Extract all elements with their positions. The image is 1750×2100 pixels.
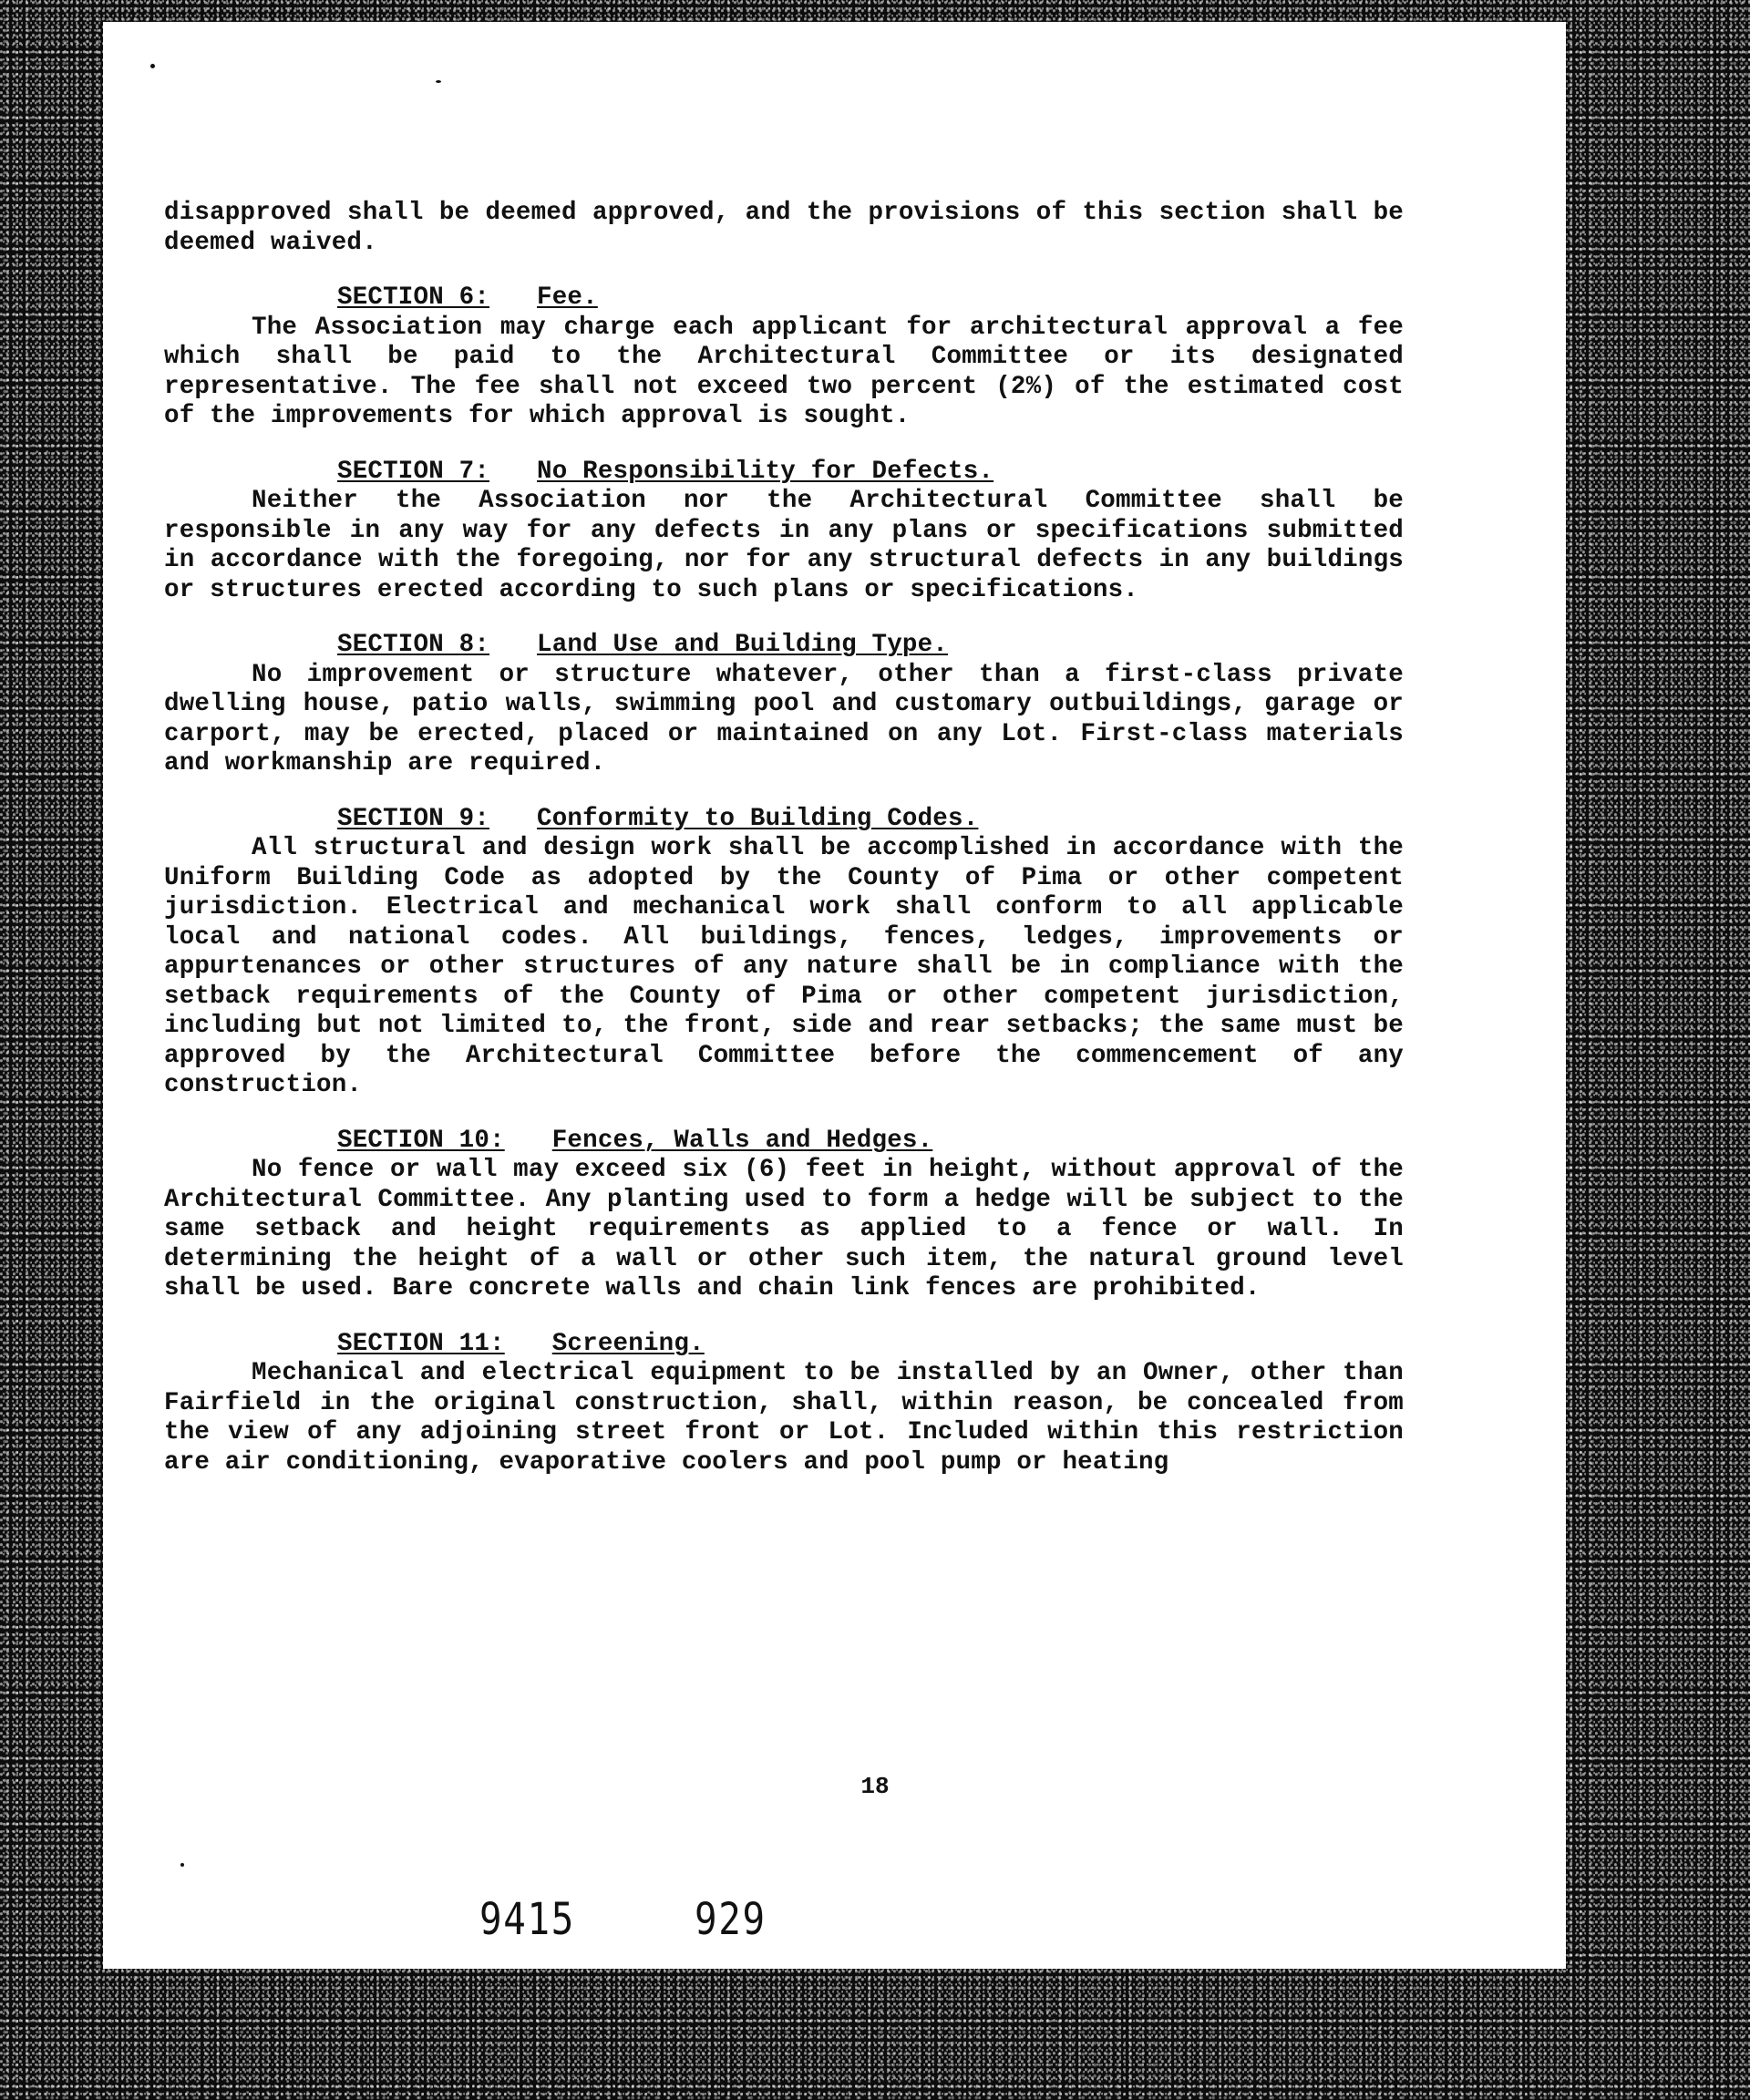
section-number: SECTION 9: [337,804,490,833]
recording-stamp-docket: 9415 [479,1894,576,1945]
section-title: Conformity to Building Codes. [537,804,979,833]
section-title: Land Use and Building Type. [537,631,949,659]
section-number: SECTION 8: [337,631,490,659]
section-body: No improvement or structure whatever, other than a first-class private dwelling house, patio walls, swimming pool and customary outbuildings, garage or carport, may be erected, placed or maintained on any Lot. First-class materials and workmanship are required. [164,660,1404,777]
section-9 [164,805,1404,1101]
recording-stamp-page: 929 [695,1894,767,1945]
section-heading [164,805,1404,835]
section-6 [164,283,1404,432]
scan-speck [180,1863,184,1867]
section-number: SECTION 11: [337,1329,505,1358]
opening-paragraph: disapproved shall be deemed approved, and the provisions of this section shall be deemed waived. [164,199,1404,257]
section-heading [164,1330,1404,1360]
document-body [164,199,1404,1477]
section-heading [164,1127,1404,1157]
section-heading [164,631,1404,661]
section-title: Fences, Walls and Hedges. [551,1126,933,1155]
section-title: Screening. [551,1329,705,1358]
section-7 [164,458,1404,606]
section-body: No fence or wall may exceed six (6) feet in height, without approval of the Architectural Committee. Any planting used to form a hedge will be subject to the same setback and height requirements as applied to a fence or wall. In determining the height of a wall or other such item, the natural ground level shall be used. Bare concrete walls and chain link fences are prohibited. [164,1156,1404,1302]
section-8 [164,631,1404,779]
section-number: SECTION 6: [337,283,490,312]
section-number: SECTION 10: [337,1126,505,1155]
section-body: All structural and design work shall be accomplished in accordance with the Uniform Building Code as adopted by the County of Pima or other competent jurisdiction. Electrical and mechanical work shall conform to all applicable local and national codes. All buildings, fences, ledges, improvements or appurtenances or other structures of any nature shall be in compliance with the setback requirements of the County of Pima or other competent jurisdiction, including but not limited to, the front, side and rear setbacks; the same must be approved by the Architectural Committee before the commencement of any construction. [164,834,1404,1099]
scan-speck [150,64,155,68]
section-title: Fee. [537,283,598,312]
section-number: SECTION 7: [337,457,490,486]
section-body: Neither the Association nor the Architectural Committee shall be responsible in any way for any defects in any plans or specifications submitted in accordance with the foregoing, nor for any structural defects in any buildings or structures erected according to such plans or specifications. [164,487,1404,604]
section-body: Mechanical and electrical equipment to be installed by an Owner, other than Fairfield in the original construction, shall, within reason, be concealed from the view of any adjoining street front or Lot. Included within this restriction are air conditioning, evaporative coolers and pool pump or heating [164,1359,1404,1477]
section-heading [164,283,1404,314]
section-heading [164,458,1404,488]
scan-speck [436,80,441,83]
section-title: No Responsibility for Defects. [537,457,994,486]
section-10 [164,1127,1404,1304]
section-body: The Association may charge each applicant for architectural approval a fee which shall be paid to the Architectural Committee or its designated representative. The fee shall not exceed two percent (2%) of the estimated cost of the improvements for which approval is sought. [164,313,1404,430]
page-number: 18 [860,1773,890,1800]
section-11 [164,1330,1404,1478]
